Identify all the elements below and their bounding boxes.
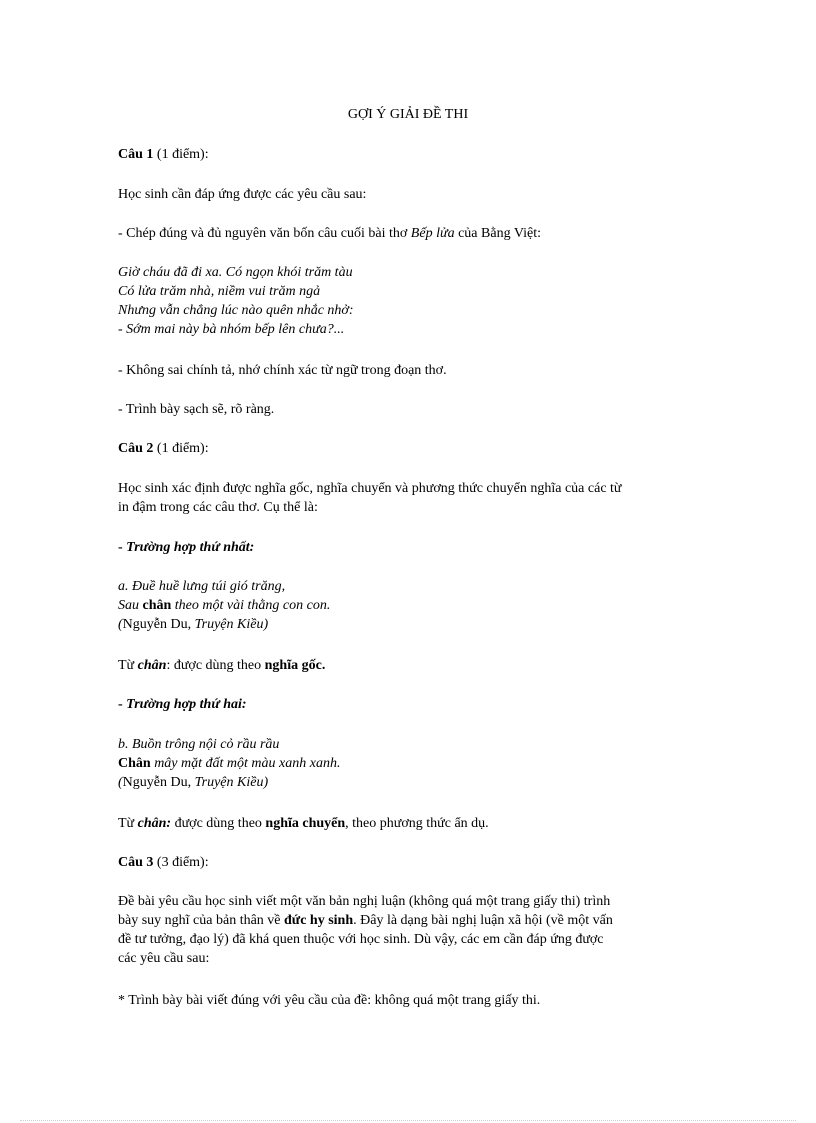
case1-explain-mid: : được dùng theo <box>166 658 265 673</box>
q1-req1-poem-title: Bếp lửa <box>410 226 455 241</box>
case2-verse-bold-word: Chân <box>118 756 151 771</box>
q2-case2-heading <box>118 695 703 714</box>
q2-case2-quote <box>118 735 703 792</box>
q2-intro-line: in đậm trong các câu thơ. Cụ thể là: <box>118 500 318 515</box>
case2-explain-meaning: nghĩa chuyển <box>265 816 346 831</box>
case1-explain-meaning: nghĩa gốc. <box>264 658 326 673</box>
case2-source-work: Truyện Kiều) <box>194 775 269 790</box>
case1-explain-pre: Từ <box>118 658 138 673</box>
q3-paragraph <box>118 892 703 968</box>
case2-explain-word: chân: <box>137 816 172 831</box>
q3-para-line: đề tư tưởng, đạo lý) đã khá quen thuộc với học sinh. Dù vậy, các em cần đáp ứng được <box>118 932 604 947</box>
q3-para-line: Đề bài yêu cầu học sinh viết một văn bản nghị luận (không quá một trang giấy thi) trình <box>118 894 611 909</box>
q1-intro <box>118 185 703 204</box>
case2-heading-text: Trường hợp thứ hai: <box>126 697 247 712</box>
case1-explain-word: chân <box>137 658 167 673</box>
case1-verse-bold-word: chân <box>142 598 172 613</box>
q2-case2-explanation <box>118 814 703 833</box>
case2-verse-line: b. Buồn trông nội cỏ rầu rầu <box>118 737 280 752</box>
q2-case1-heading <box>118 538 703 557</box>
q1-req1-post: của Bằng Việt: <box>454 226 541 241</box>
case2-dash: - <box>118 697 127 712</box>
case1-heading-text: Trường hợp thứ nhất: <box>126 540 255 555</box>
page-title: GỢI Ý GIẢI ĐỀ THI <box>347 107 469 122</box>
q2-label: Câu 2 <box>118 441 154 456</box>
q1-requirement-3 <box>118 400 703 419</box>
q2-points: (1 điểm): <box>153 441 209 456</box>
q1-intro-text: Học sinh cần đáp ứng được các yêu cầu sau: <box>118 187 367 202</box>
case2-explain-mid: được dùng theo <box>171 816 266 831</box>
poem-line: Nhưng vẫn chẳng lúc nào quên nhắc nhở: <box>118 303 354 318</box>
q3-para-line: các yêu cầu sau: <box>118 951 210 966</box>
q3-para-line2-pre: bày suy nghĩ của bản thân về <box>118 913 285 928</box>
q1-requirement-2 <box>118 361 703 380</box>
q1-req3-text: - Trình bày sạch sẽ, rõ ràng. <box>118 402 275 417</box>
case2-source-author: Nguyễn Du, <box>122 775 195 790</box>
q3-para-line2-bold: đức hy sinh <box>284 913 354 928</box>
case2-explain-pre: Từ <box>118 816 138 831</box>
q3-label: Câu 3 <box>118 855 154 870</box>
case2-source-open: ( <box>118 775 123 790</box>
q2-intro-line: Học sinh xác định được nghĩa gốc, nghĩa chuyển và phương thức chuyển nghĩa của các từ <box>118 481 622 496</box>
q1-poem <box>118 263 703 339</box>
case1-verse-line: a. Đuề huề lưng túi gió trăng, <box>118 579 286 594</box>
q2-intro <box>118 479 703 517</box>
q1-req2-text: - Không sai chính tả, nhớ chính xác từ ngữ trong đoạn thơ. <box>118 363 447 378</box>
poem-line: Có lửa trăm nhà, niềm vui trăm ngả <box>118 284 321 299</box>
q1-req1-pre: - Chép đúng và đủ nguyên văn bốn câu cuối bài thơ <box>118 226 411 241</box>
q1-points: (1 điểm): <box>153 147 209 162</box>
case1-verse-pre: Sau <box>118 598 143 613</box>
q1-heading <box>118 145 703 164</box>
case1-verse-post: theo một vài thằng con con. <box>171 598 331 613</box>
poem-line: Giờ cháu đã đi xa. Có ngọn khói trăm tàu <box>118 265 353 280</box>
case2-verse-post: mây mặt đất một màu xanh xanh. <box>150 756 341 771</box>
case1-dash: - <box>118 540 127 555</box>
page-bottom-divider <box>20 1120 796 1121</box>
q1-requirement-1 <box>118 224 703 243</box>
q2-case1-explanation <box>118 656 703 675</box>
q3-para-line2-post: . Đây là dạng bài nghị luận xã hội (về một vấn <box>353 913 613 928</box>
case2-explain-post: , theo phương thức ẩn dụ. <box>345 816 489 831</box>
q2-case1-quote <box>118 577 703 634</box>
case1-source-work: Truyện Kiều) <box>194 617 269 632</box>
case1-source-author: Nguyễn Du, <box>122 617 195 632</box>
q1-label: Câu 1 <box>118 147 154 162</box>
q3-heading <box>118 853 703 872</box>
q3-points: (3 điểm): <box>153 855 209 870</box>
q2-heading <box>118 439 703 458</box>
q3-requirement-1 <box>118 991 703 1010</box>
case1-source-open: ( <box>118 617 123 632</box>
q3-req1-text: * Trình bày bài viết đúng với yêu cầu của đề: không quá một trang giấy thi. <box>118 993 541 1008</box>
poem-line: - Sớm mai này bà nhóm bếp lên chưa?... <box>118 322 345 337</box>
